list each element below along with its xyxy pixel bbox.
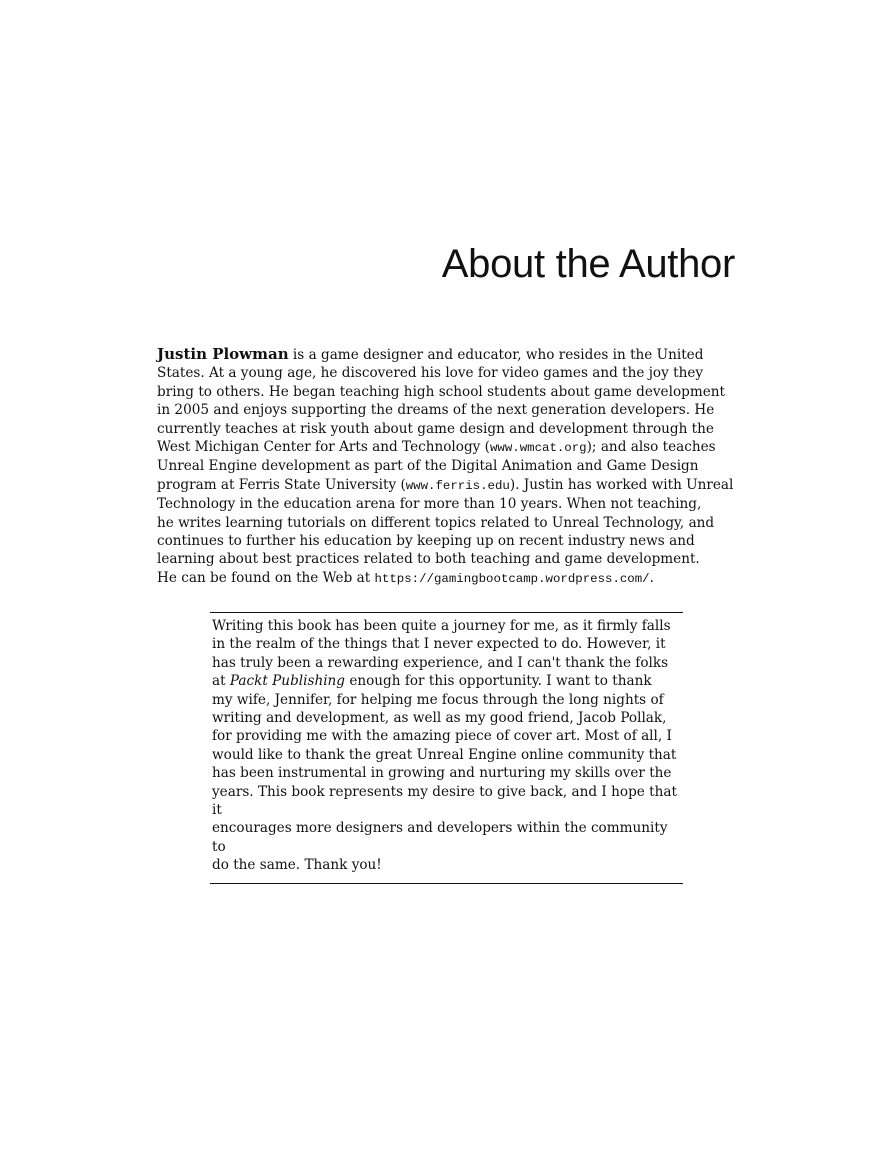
ack-line: Writing this book has been quite a journey for me, as it firmly falls — [212, 618, 671, 634]
acknowledgement-box — [210, 612, 683, 884]
publisher-name: Packt Publishing — [229, 673, 345, 690]
bio-line: ). Justin has worked with Unreal — [509, 476, 734, 493]
bio-line: in 2005 and enjoys supporting the dreams of the next generation developers. He — [157, 402, 715, 419]
author-name: Justin Plowman — [157, 345, 289, 363]
ack-line: my wife, Jennifer, for helping me focus through the long nights of — [212, 691, 664, 708]
bio-line: States. At a young age, he discovered his love for video games and the joy they — [157, 365, 704, 382]
ferris-url: www.ferris.edu — [405, 478, 510, 493]
bio-line: learning about best practices related to both teaching and game development. — [157, 551, 700, 568]
ack-line: would like to thank the great Unreal Engine online community that — [212, 746, 677, 763]
bio-line: he writes learning tutorials on different topics related to Unreal Technology, and — [157, 514, 715, 531]
ack-line: years. This book represents my desire to give back, and I hope that it — [212, 783, 677, 819]
bio-line: is a game designer and educator, who resides in the United — [288, 347, 704, 363]
bio-line: Technology in the education arena for more than 10 years. When not teaching, — [157, 496, 702, 513]
blog-url: https://gamingbootcamp.wordpress.com/ — [374, 571, 650, 586]
wmcat-url: www.wmcat.org — [489, 441, 587, 456]
ack-line: for providing me with the amazing piece of cover art. Most of all, I — [212, 728, 672, 745]
ack-line: enough for this opportunity. I want to thank — [345, 673, 652, 690]
bio-line: West Michigan Center for Arts and Technology ( — [157, 439, 490, 456]
ack-line: writing and development, as well as my good friend, Jacob Pollak, — [212, 710, 667, 727]
bio-line: Unreal Engine development as part of the Digital Animation and Game Design — [157, 458, 699, 475]
ack-line: do the same. Thank you! — [212, 857, 382, 874]
bio-line: program at Ferris State University ( — [157, 476, 406, 493]
ack-line: at — [212, 673, 230, 690]
ack-line: has been instrumental in growing and nurturing my skills over the — [212, 765, 672, 782]
bio-line: currently teaches at risk youth about game design and development through the — [157, 420, 714, 437]
ack-line: in the realm of the things that I never expected to do. However, it — [212, 636, 666, 653]
bio-line: continues to further his education by keeping up on recent industry news and — [157, 533, 695, 550]
bio-line: He can be found on the Web at — [157, 569, 375, 586]
bio-line: . — [649, 569, 654, 586]
bio-line: ); and also teaches — [586, 439, 716, 456]
acknowledgement-text — [212, 617, 683, 875]
page-title: About the Author — [441, 242, 735, 286]
bio-line: bring to others. He began teaching high school students about game development — [157, 383, 725, 400]
author-bio — [157, 345, 747, 588]
ack-line: encourages more designers and developers within the community to — [212, 820, 668, 855]
ack-line: has truly been a rewarding experience, and I can't thank the folks — [212, 654, 669, 671]
